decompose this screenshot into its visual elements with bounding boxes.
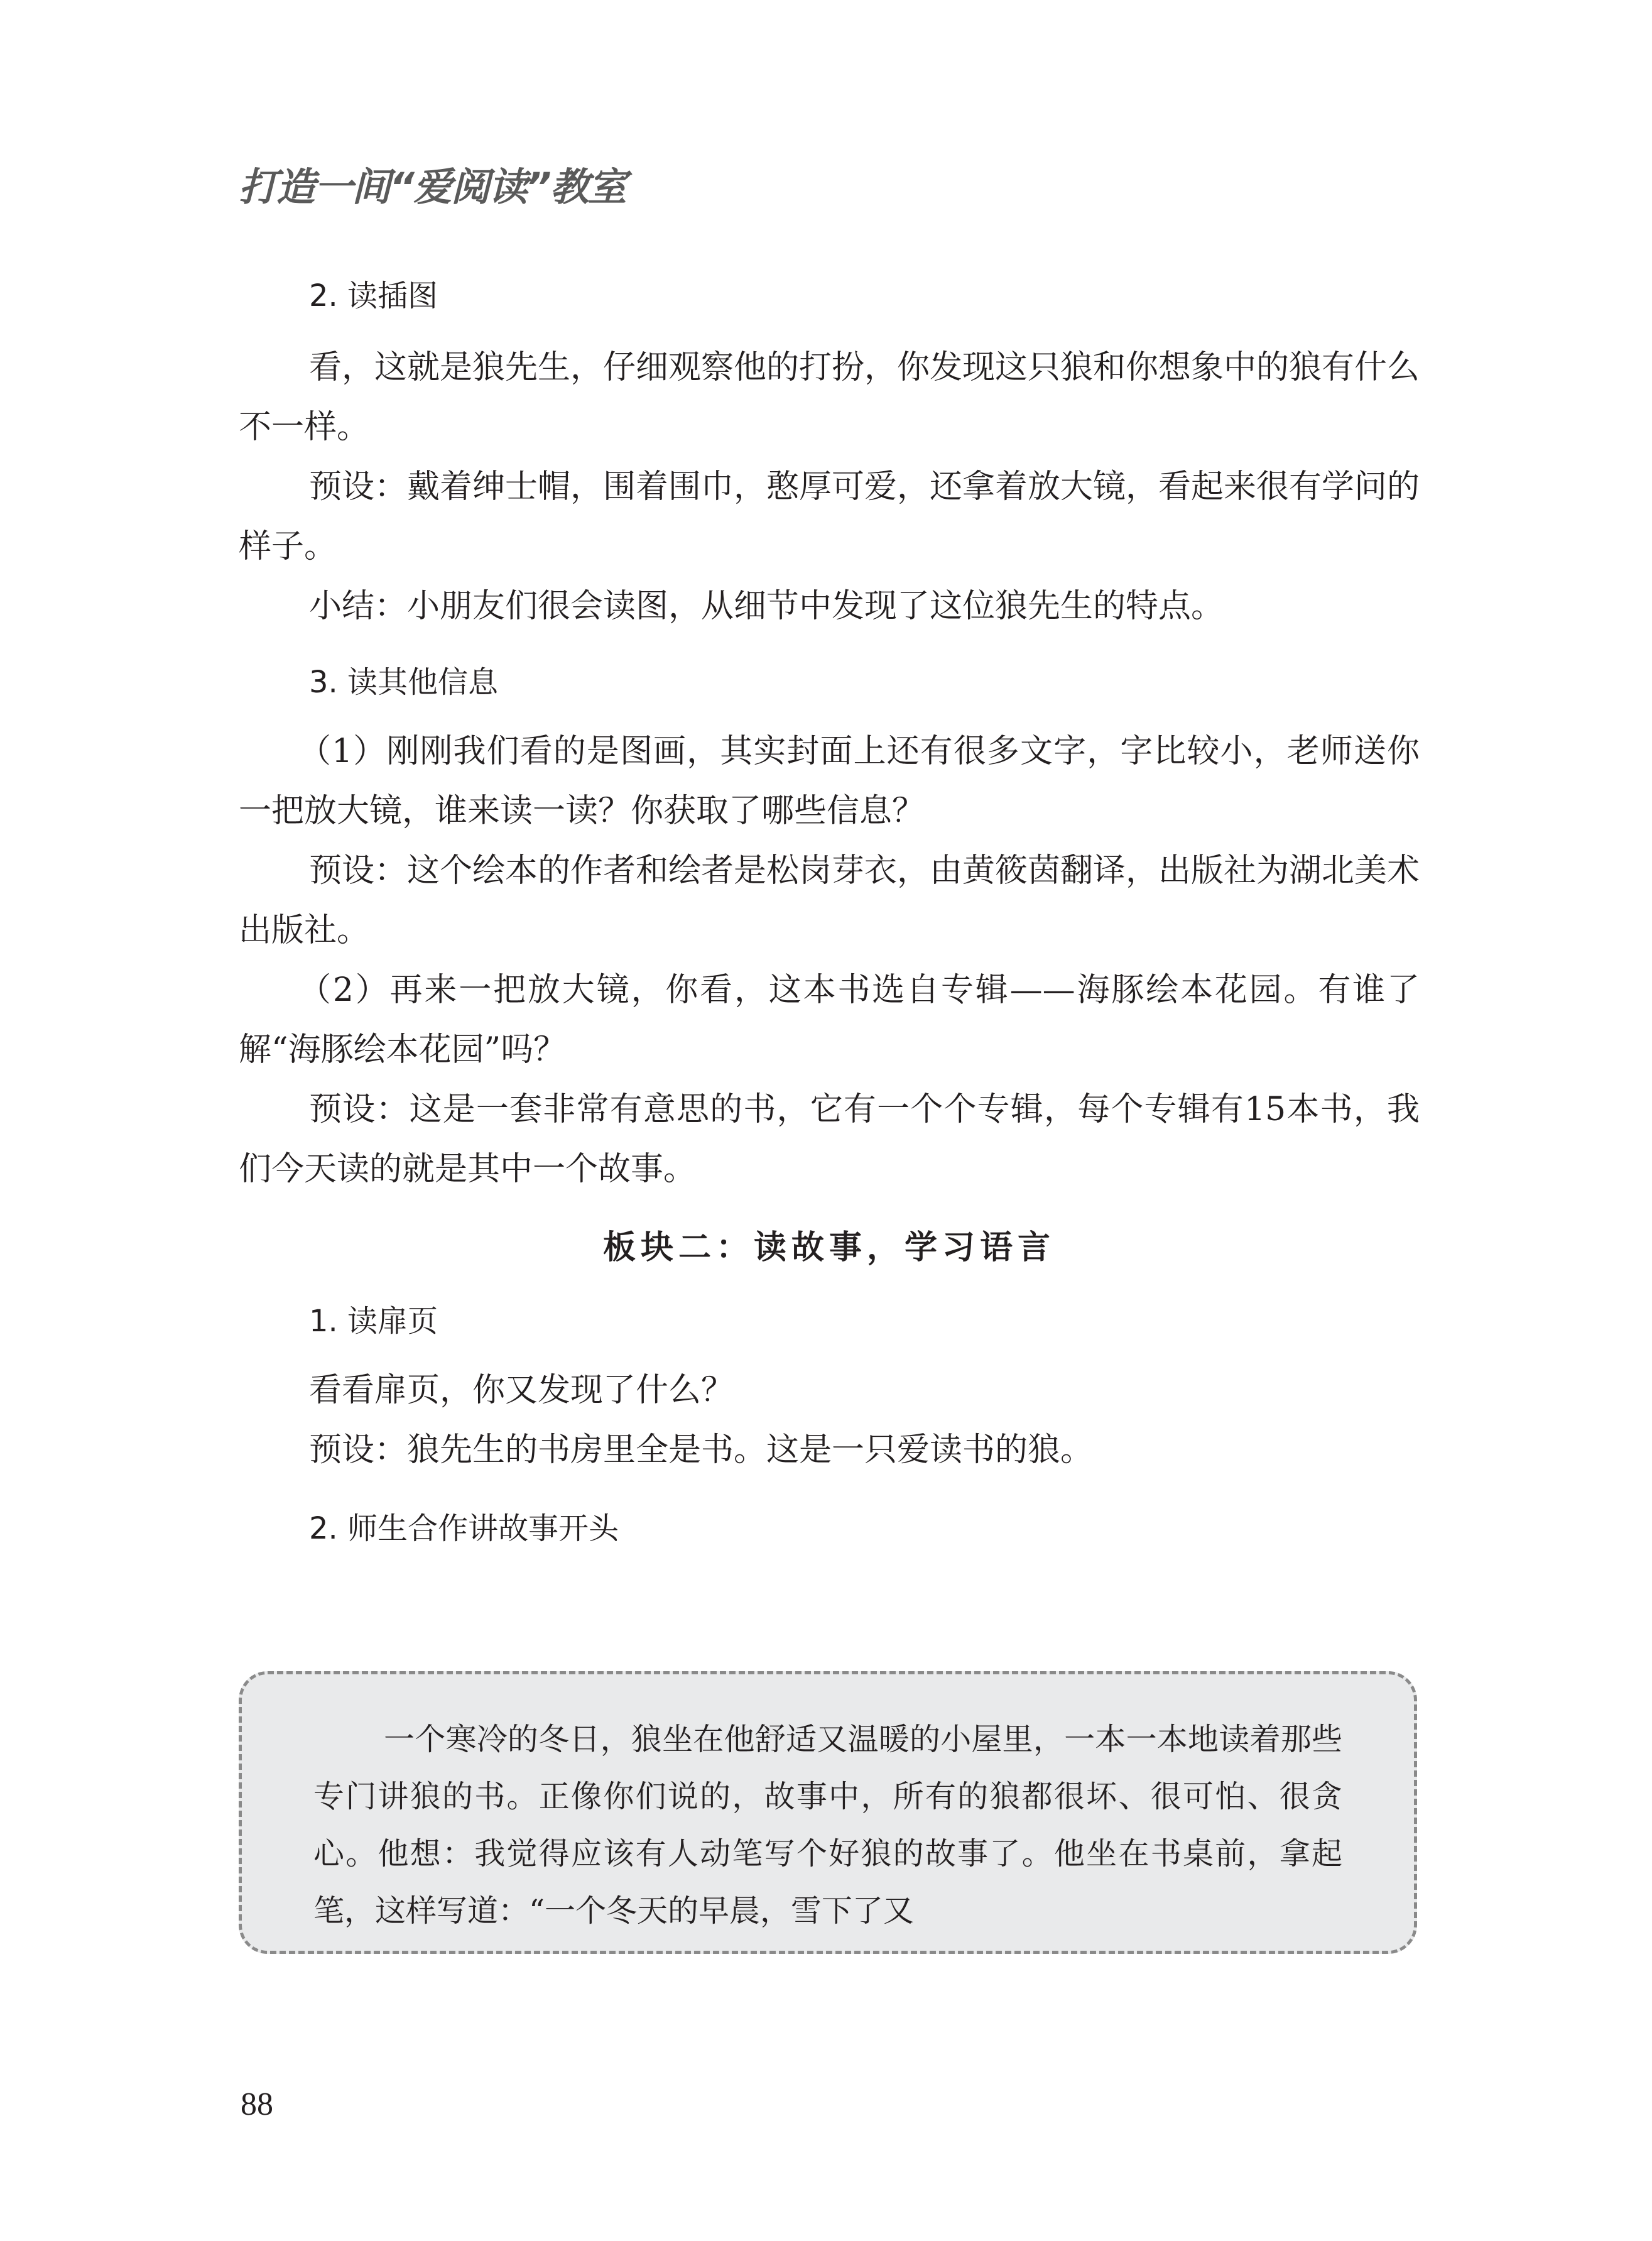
paragraph-enumerated: （2）再来一把放大镜，你看，这本书选自专辑——海豚绘本花园。有谁了解“海豚绘本花园”吗？ [239,971,1420,1069]
paragraph: 预设：这个绘本的作者和绘者是松岗芽衣，由黄筱茵翻译，出版社为湖北美术出版社。 [239,852,1420,949]
paragraph-enumerated: （1）刚刚我们看的是图画，其实封面上还有很多文字，字比较小，老师送你一把放大镜，谁来读一读？你获取了哪些信息？ [239,733,1420,830]
subhead-read-other-info: 3. 读其他信息 [309,665,499,700]
story-excerpt-box [239,1671,1417,1954]
subhead-read-illustration: 2. 读插图 [309,278,438,314]
subhead-story-opening: 2. 师生合作讲故事开头 [309,1511,619,1546]
running-header: 打造一间“爱阅读”教室 [239,164,626,210]
paragraph: 预设：戴着绅士帽，围着围巾，憨厚可爱，还拿着放大镜，看起来很有学问的样子。 [239,468,1420,565]
paragraph: 看，这就是狼先生，仔细观察他的打扮，你发现这只狼和你想象中的狼有什么不一样。 [239,349,1420,446]
section-title: 板块二：读故事，学习语言 [602,1229,1055,1267]
page-number: 88 [241,2086,273,2122]
paragraph: 预设：狼先生的书房里全是书。这是一只爱读书的狼。 [309,1431,1094,1469]
story-excerpt-text: 一个寒冷的冬日，狼坐在他舒适又温暖的小屋里，一本一本地读着那些专门讲狼的书。正像你们说的，故事中，所有的狼都很坏、很可怕、很贪心。他想：我觉得应该有人动笔写个好狼的故事了。他坐在书桌前，拿起笔，这样写道：“一个冬天的早晨，雪下了又 [313,1721,1342,1929]
main-content [239,270,1420,1549]
paragraph: 小结：小朋友们很会读图，从细节中发现了这位狼先生的特点。 [309,587,1224,625]
paragraph: 预设：这是一套非常有意思的书，它有一个个专辑，每个专辑有15本书，我们今天读的就是其中一个故事。 [239,1091,1420,1188]
subhead-read-title-page: 1. 读扉页 [309,1304,438,1339]
paragraph: 看看扉页，你又发现了什么？ [309,1371,734,1409]
